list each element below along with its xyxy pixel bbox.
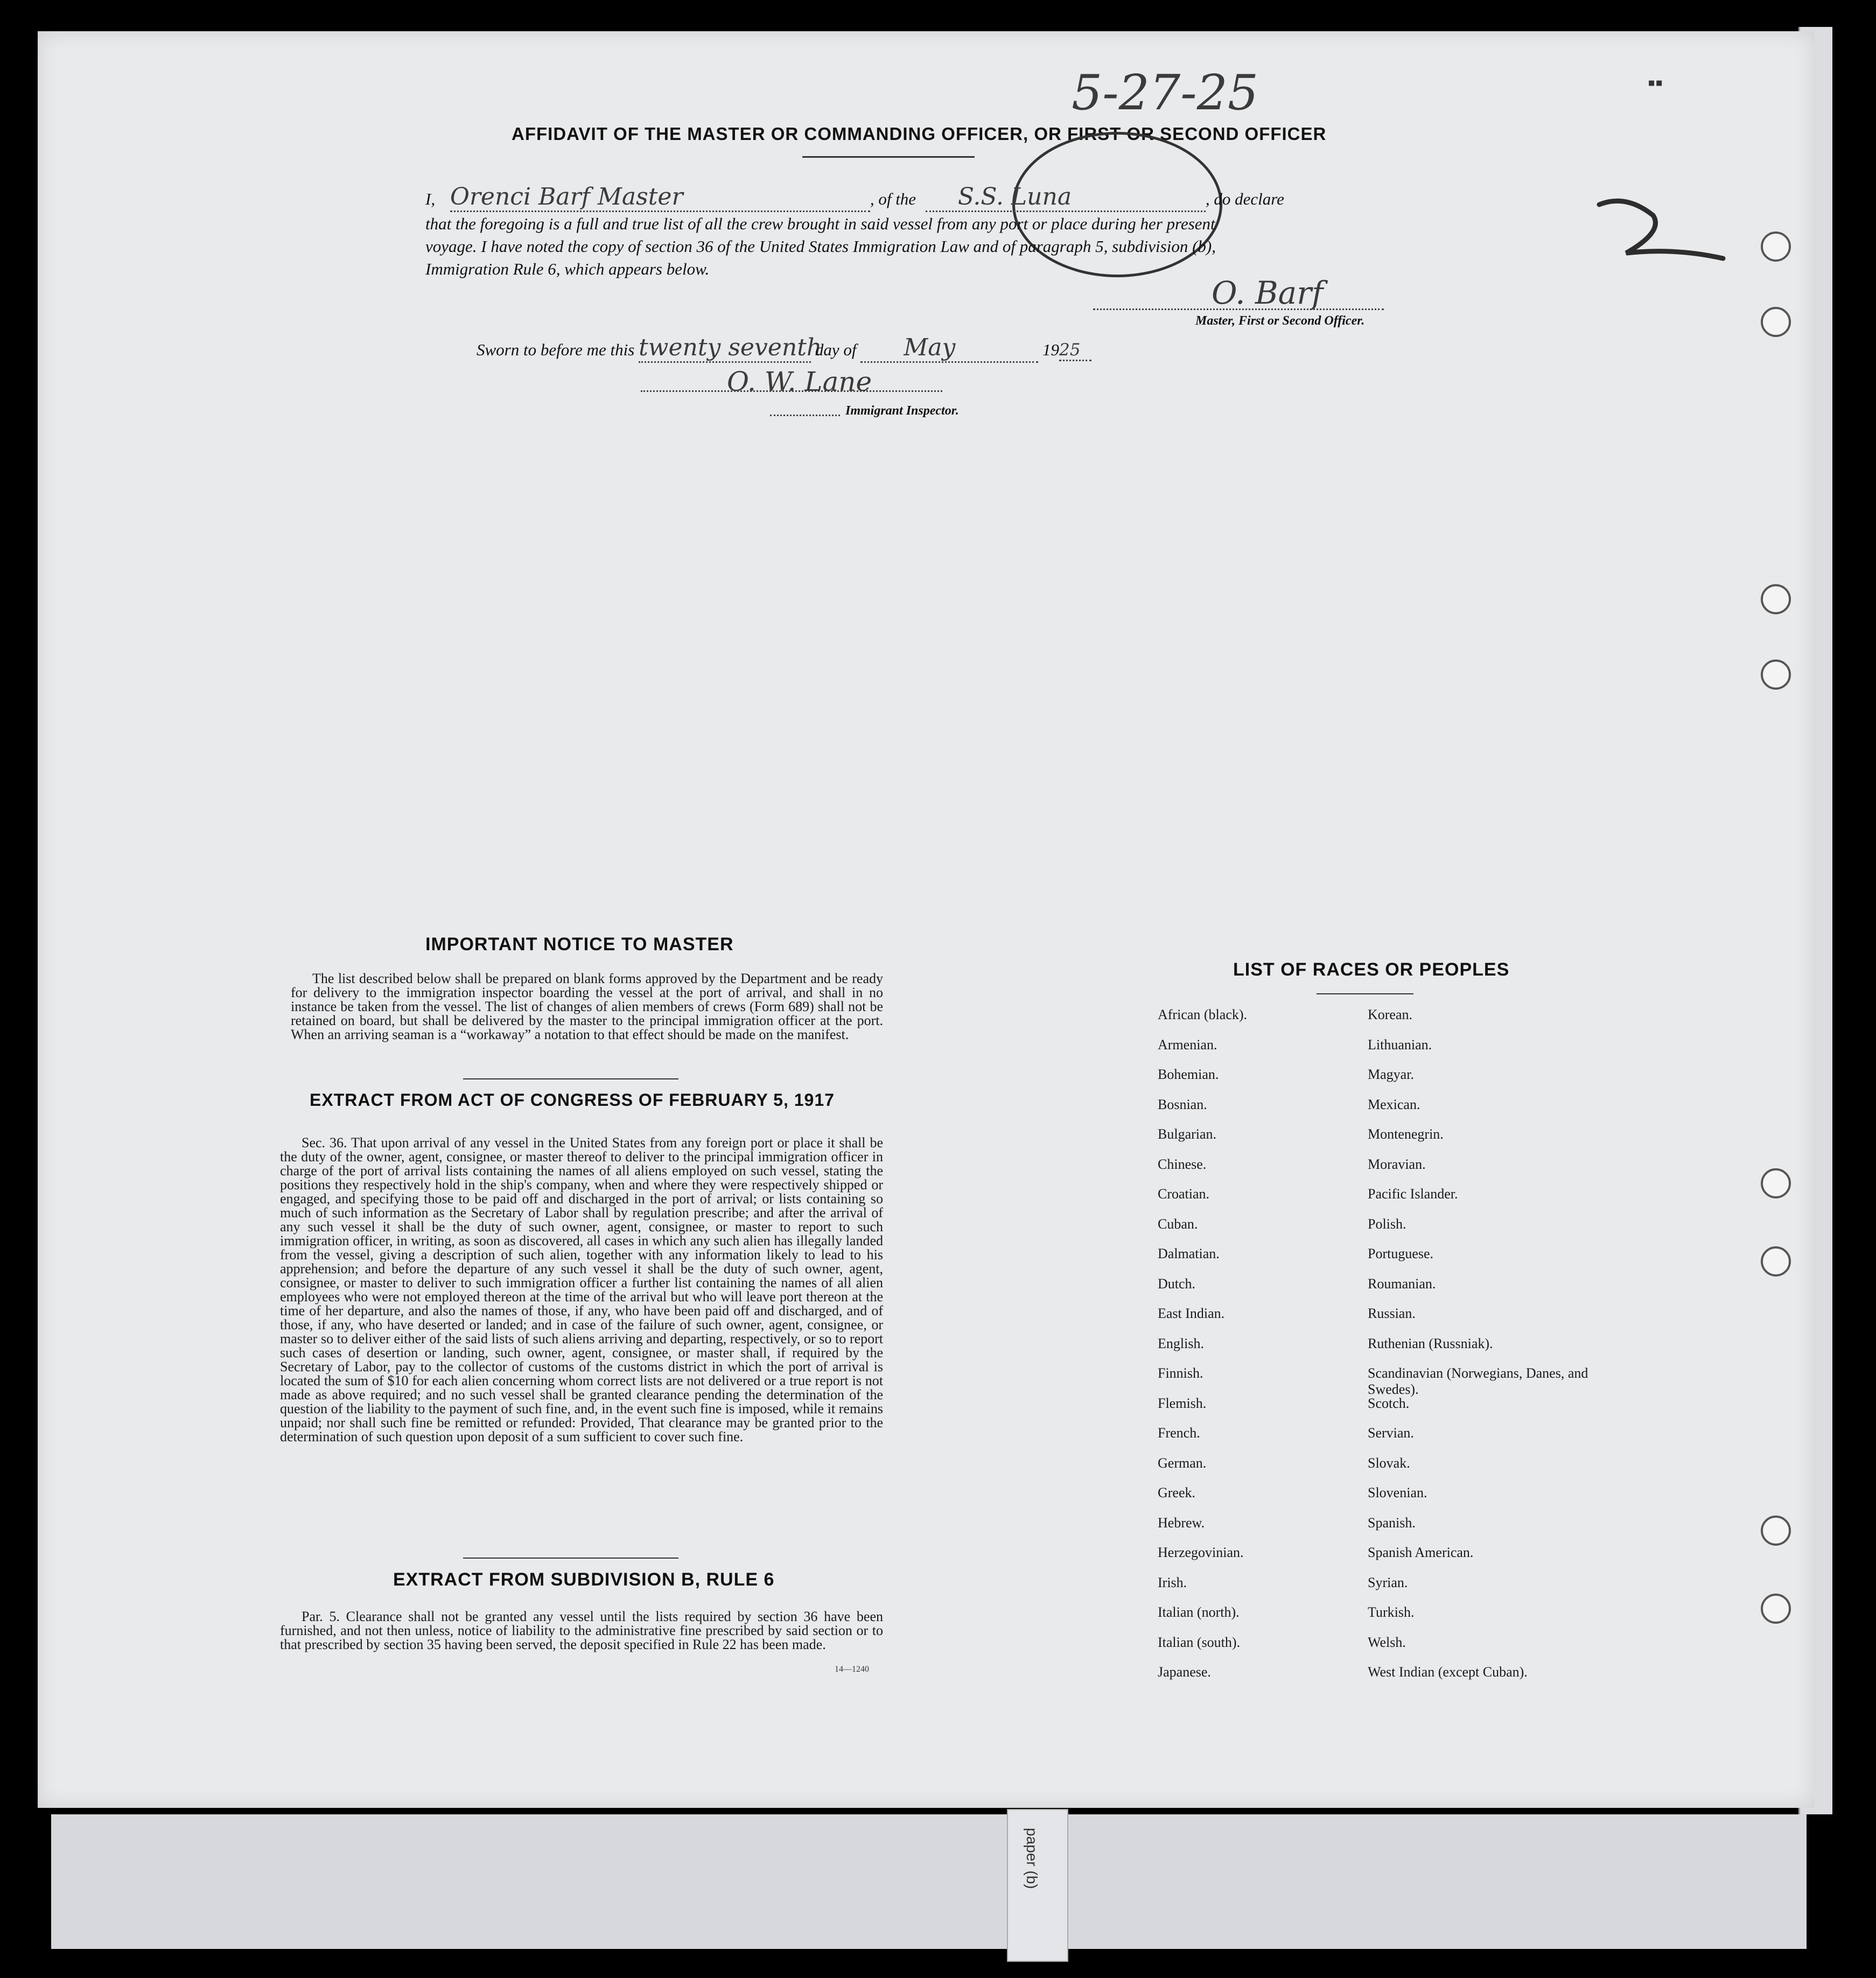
binder-hole [1761,1168,1791,1198]
race-name: Roumanian. [1368,1275,1436,1292]
race-name: Spanish. [1368,1514,1416,1531]
race-name: African (black). [1158,1007,1248,1022]
race-name: Finnish. [1158,1365,1203,1381]
notice-title: IMPORTANT NOTICE TO MASTER [425,934,734,955]
binder-hole [1761,232,1791,262]
race-name: Korean. [1368,1007,1413,1022]
do-declare-label: , do declare [1205,190,1284,208]
race-name: Bulgarian. [1158,1126,1217,1142]
race-row [1158,1575,1642,1605]
master-name-field [450,183,870,212]
race-name: Russian. [1368,1306,1416,1321]
races-rule [1317,993,1413,994]
race-row [1158,1246,1642,1276]
form-number: 14—1240 [835,1665,869,1674]
day-of-label: day of [815,340,857,359]
affidavit-prefix: I, [425,190,436,208]
sworn-year: 25 [1059,340,1081,360]
race-name: Moravian. [1368,1156,1426,1172]
signature-label: Master, First or Second Officer. [1195,314,1365,328]
race-row [1158,1186,1642,1216]
race-name: Flemish. [1158,1395,1207,1411]
affidavit-title: AFFIDAVIT OF THE MASTER OR COMMANDING OFFICER, OR FIRST OR SECOND OFFICER [512,124,1327,144]
race-row [1158,1664,1642,1694]
race-row [1158,1425,1642,1455]
affidavit-line-3: voyage. I have noted the copy of section 36 of the United States Immigration Law and of paragraph 5, subdivision (b), [425,237,1216,256]
notice-text: The list described below shall be prepared on blank forms approved by the Department and be ready for delivery to the immigration inspector boarding the vessel at the port of arrival, and shall in no instance be taken from the vessel. The list of changes of alien members of crews (Form 689) shall not be retained on board, but shall be delivered by the master to the principal immigration officer at the port. When an arriving seaman is a “workaway” a notation to that effect should be made on the manifest. [291,971,883,1042]
race-name: Dalmatian. [1158,1246,1220,1261]
binder-tab-text: paper (b) [1024,1828,1040,1889]
race-row [1158,1604,1642,1635]
affidavit-line-1 [425,183,1284,212]
race-row [1158,1365,1642,1395]
extract-act-rule [463,1558,678,1559]
race-name: Magyar. [1368,1067,1414,1082]
race-name: Spanish American. [1368,1545,1474,1560]
race-row [1158,1306,1642,1336]
race-name: Scotch. [1368,1395,1410,1411]
year-field [1059,340,1091,361]
race-name: Italian (north). [1158,1604,1240,1620]
race-name: German. [1158,1455,1207,1471]
race-name: Syrian. [1368,1574,1408,1590]
race-row [1158,1455,1642,1485]
race-name: Italian (south). [1158,1634,1241,1650]
signature-line [1093,308,1384,310]
race-name: Cuban. [1158,1216,1198,1232]
race-name: Montenegrin. [1368,1126,1444,1142]
race-name: West Indian (except Cuban). [1368,1664,1528,1680]
race-name: Irish. [1158,1574,1187,1590]
vessel-name-field [926,183,1206,212]
binder-hole [1761,584,1791,614]
race-row [1158,1336,1642,1366]
race-row [1158,1216,1642,1246]
inspector-line [770,415,840,416]
sworn-day-field [639,334,822,363]
race-row [1158,1156,1642,1187]
sworn-line [477,334,1091,363]
year-prefix: 19 [1042,340,1059,359]
race-name: Hebrew. [1158,1514,1205,1531]
race-name: Armenian. [1158,1036,1217,1053]
race-name: Lithuanian. [1368,1036,1432,1053]
binder-hole [1761,1246,1791,1276]
race-name: Servian. [1368,1425,1414,1441]
sworn-prefix: Sworn to before me this [477,340,635,359]
race-name: Slovenian. [1368,1485,1427,1500]
race-row [1158,1097,1642,1127]
extract-rule-title: EXTRACT FROM SUBDIVISION B, RULE 6 [393,1569,775,1590]
race-name: Greek. [1158,1485,1196,1500]
sworn-month: May [904,334,956,361]
race-name: French. [1158,1425,1200,1441]
margin-scribble-icon [1594,194,1728,269]
race-name: East Indian. [1158,1306,1225,1321]
race-row [1158,1276,1642,1306]
race-name: Slovak. [1368,1455,1410,1471]
date-stamp: 5-27-25 [1072,65,1259,121]
inspector-signature: O. W. Lane [727,366,872,397]
race-name: Bohemian. [1158,1067,1219,1082]
race-row [1158,1126,1642,1156]
race-row [1158,1007,1642,1037]
sworn-day: twenty seventh [639,334,822,361]
master-signature: O. Barf [1212,275,1324,311]
race-name: Herzegovinian. [1158,1545,1244,1560]
race-row [1158,1485,1642,1515]
race-name: Polish. [1368,1216,1406,1232]
extract-act-title: EXTRACT FROM ACT OF CONGRESS OF FEBRUARY 5, 1917 [310,1090,835,1110]
binder-hole [1761,1516,1791,1546]
race-name: Ruthenian (Russniak). [1368,1335,1493,1351]
inspector-label: Immigrant Inspector. [845,404,959,418]
races-list [1158,1007,1642,1694]
binder-hole [1761,660,1791,690]
race-row [1158,1545,1642,1575]
races-title: LIST OF RACES OR PEOPLES [1233,959,1510,980]
race-row [1158,1067,1642,1097]
race-row [1158,1395,1642,1426]
race-name: Pacific Islander. [1368,1186,1458,1202]
extract-act-text: Sec. 36. That upon arrival of any vessel in the United States from any foreign port or place it shall be the duty of the owner, agent, consignee, or master thereof to deliver to the principal immigration officer in charge of the port of arrival lists containing the names of all aliens employed on such vessel, stating the positions they respectively hold in the ship's company, when and where they were respectively shipped or engaged, and specifying those to be paid off and discharged in the port of arrival; or lists containing so much of such information as the Secretary of Labor shall by regulation prescribe; and after the arrival of any such vessel it shall be the duty of such owner, agent, consignee, or master to report to such immigration officer, in writing, as soon as discovered, all cases in which any such alien has illegally landed from the vessel, giving a description of such alien, together with any information likely to lead to his apprehension; and before the departure of any such vessel it shall be the duty of such owner, agent, consignee, or master to deliver to such immigration officer a further list containing the names of all alien employees who were not employed thereon at the time of the arrival but who will leave port thereon at the time of her departure, and also the names of those, if any, who have been paid off and discharged, and of those, if any, who have deserted or landed; and in case of the failure of such owner, agent, consignee, or master so to deliver either of the said lists of such aliens arriving and departing, respectively, or so to report such cases of desertion or landing, such owner, agent, consignee, or master shall, if required by the Secretary of Labor, pay to the collector of customs of the customs district in which the port of arrival is located the sum of $10 for each alien concerning whom correct lists are not delivered or a true report is not made as above required; and no such vessel shall be granted clearance pending the determination of the question of the liability to the payment of such fine, and, in the event such fine is imposed, while it remains unpaid; nor shall such fine be remitted or refunded: Provided, That clearance may be granted prior to the determination of such question upon deposit of a sum sufficient to cover such fine. [280,1135,883,1444]
race-name: Portuguese. [1368,1246,1434,1261]
sworn-month-field [860,334,1038,363]
race-row [1158,1037,1642,1067]
race-name: Welsh. [1368,1634,1406,1650]
race-row [1158,1635,1642,1665]
of-the-label: , of the [870,190,916,208]
race-name: English. [1158,1335,1204,1351]
race-name: Dutch. [1158,1275,1196,1292]
race-name: Scandinavian (Norwegians, Danes, and Swedes). [1368,1365,1588,1397]
extract-rule-text: Par. 5. Clearance shall not be granted any vessel until the lists required by section 36 have been furnished, and not then unless, notice of liability to the administrative fine prescribed by said section or to that prescribed by section 35 having been served, the deposit specified in Rule 22 has been made. [280,1609,883,1652]
race-row [1158,1515,1642,1545]
race-name: Mexican. [1368,1096,1420,1112]
master-name: Orenci Barf Master [450,183,683,211]
notice-rule [463,1078,678,1079]
page-stack-bottom [51,1814,1807,1949]
affidavit-line-2: that the foregoing is a full and true list of all the crew brought in said vessel from any port or place during her present [425,214,1215,233]
race-name: Chinese. [1158,1156,1207,1172]
race-name: Bosnian. [1158,1096,1207,1112]
race-name: Croatian. [1158,1186,1210,1202]
race-name: Turkish. [1368,1604,1415,1620]
race-name: Japanese. [1158,1664,1211,1680]
affidavit-line-4: Immigration Rule 6, which appears below. [425,259,710,278]
title-rule [802,156,975,158]
inspector-dotted-line [641,390,942,392]
vessel-name: S.S. Luna [957,183,1072,211]
corner-mark: ▪▪ [1648,71,1663,95]
binder-hole [1761,1594,1791,1624]
binder-hole [1761,307,1791,337]
